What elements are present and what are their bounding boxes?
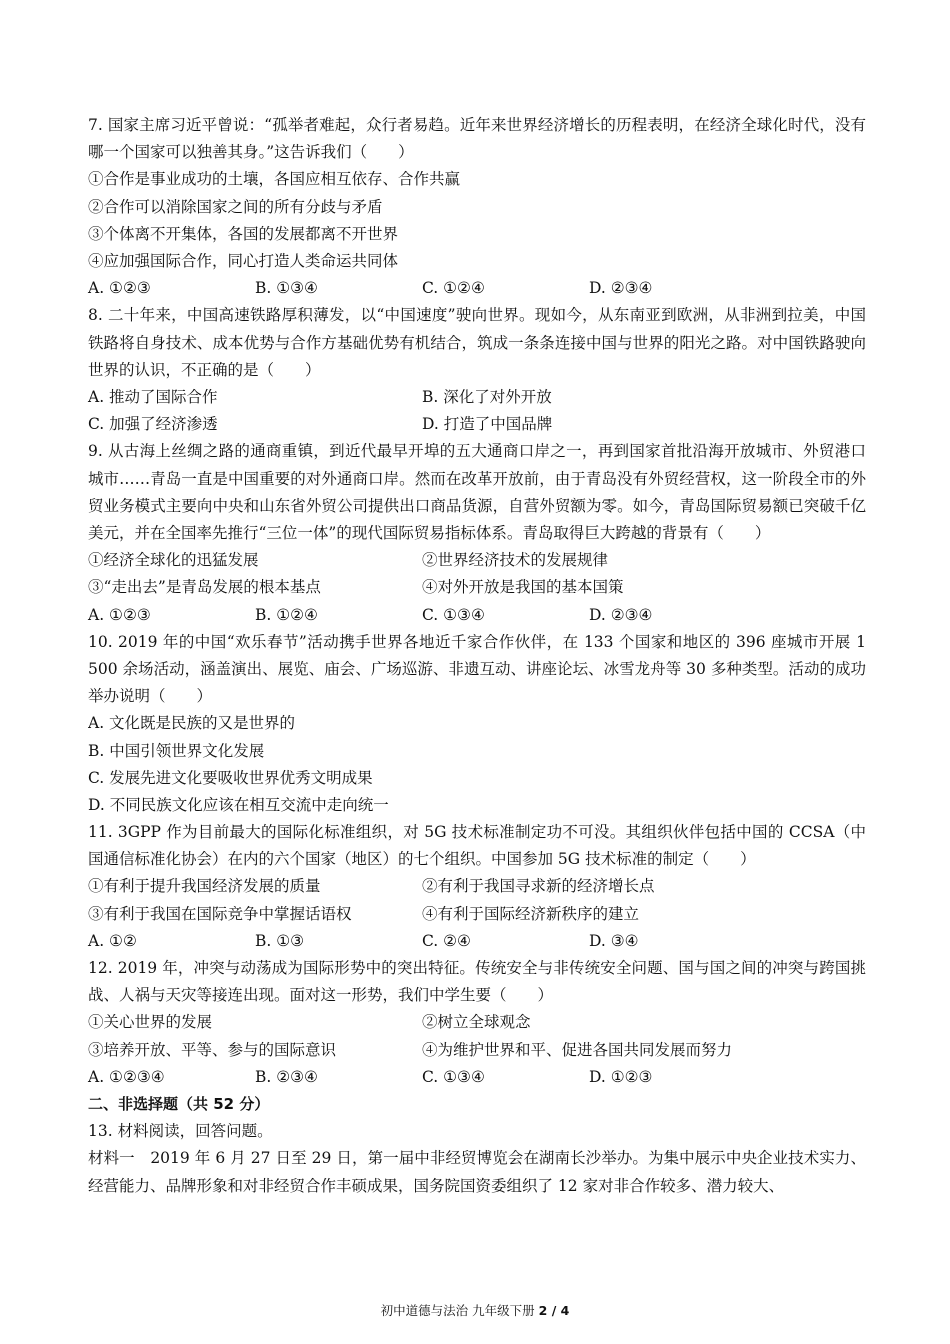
q9-option-c: C. ①③④ <box>422 605 485 624</box>
q10-option-d: D. 不同民族文化应该在相互交流中走向统一 <box>88 795 389 814</box>
q12-statement-2: ②树立全球观念 <box>422 1013 531 1032</box>
q10-option-c: C. 发展先进文化要吸收世界优秀文明成果 <box>88 768 373 787</box>
q11-statements-row-2 <box>88 901 866 928</box>
footer-label: 初中道德与法治 九年级下册 <box>380 1303 535 1318</box>
q7-statement-3: ③个体离不开集体，各国的发展都离不开世界 <box>88 224 399 243</box>
section-heading: 二、非选择题（共 52 分） <box>88 1095 270 1113</box>
q7-statement-4: ④应加强国际合作，同心打造人类命运共同体 <box>88 251 399 270</box>
q11-option-b: B. ①③ <box>255 931 305 950</box>
q11-stem: 11. 3GPP 作为目前最大的国际化标准组织，对 5G 技术标准制定功不可没。其组织伙伴包括中国的 CCSA（中国通信标准化协会）在内的六个国家（地区）的七个组织。中国参加 5G 技术标准的制定（ ） <box>88 823 866 869</box>
q7-option-a: A. ①②③ <box>88 279 151 298</box>
q11-statement-3: ③有利于我国在国际竞争中掌握话语权 <box>88 904 352 923</box>
page-footer <box>0 1302 950 1320</box>
q11-statements-row-1 <box>88 873 866 900</box>
q7-option-c: C. ①②④ <box>422 279 485 298</box>
q7-options <box>88 275 866 302</box>
q12-statements-row-1 <box>88 1009 866 1036</box>
q7-statement-2: ②合作可以消除国家之间的所有分歧与矛盾 <box>88 197 383 216</box>
q12-options <box>88 1064 866 1091</box>
q9-option-d: D. ②③④ <box>589 605 653 624</box>
q8-option-b: B. 深化了对外开放 <box>422 387 552 406</box>
q11-statement-2: ②有利于我国寻求新的经济增长点 <box>422 877 655 896</box>
q10-option-b: B. 中国引领世界文化发展 <box>88 741 265 760</box>
q11-option-c: C. ②④ <box>422 931 471 950</box>
q8-stem: 8. 二十年来，中国高速铁路厚积薄发，以“中国速度”驶向世界。现如今，从东南亚到欧洲，从非洲到拉美，中国铁路将自身技术、成本优势与合作方基础优势有机结合，筑成一条条连接中国与世界的阳光之路。对中国铁路驶向世界的认识，不正确的是（ ） <box>88 306 866 379</box>
q8-option-c: C. 加强了经济渗透 <box>88 415 218 434</box>
q12-option-b: B. ②③④ <box>255 1067 318 1086</box>
q12-option-c: C. ①③④ <box>422 1067 485 1086</box>
q7-option-b: B. ①③④ <box>255 279 318 298</box>
q7-stem: 7. 国家主席习近平曾说：“孤举者难起，众行者易趋。近年来世界经济增长的历程表明，在经济全球化时代，没有哪一个国家可以独善其身。”这告诉我们（ ） <box>88 116 866 162</box>
q8-options-row-2 <box>88 411 866 438</box>
q12-stem: 12. 2019 年，冲突与动荡成为国际形势中的突出特征。传统安全与非传统安全问题、国与国之间的冲突与跨国挑战、人祸与天灾等接连出现。面对这一形势，我们中学生要（ ） <box>88 959 866 1005</box>
q9-statements-row-1 <box>88 547 866 574</box>
q13-stem: 13. 材料阅读，回答问题。 <box>88 1122 273 1141</box>
q9-statement-4: ④对外开放是我国的基本国策 <box>422 578 624 597</box>
q11-statement-4: ④有利于国际经济新秩序的建立 <box>422 904 640 923</box>
q7-option-d: D. ②③④ <box>589 279 653 298</box>
q12-statements-row-2 <box>88 1037 866 1064</box>
q12-option-a: A. ①②③④ <box>88 1067 165 1086</box>
q13-material-1: 材料一 2019 年 6 月 27 日至 29 日，第一届中非经贸博览会在湖南长沙举办。为集中展示中央企业技术实力、经营能力、品牌形象和对非经贸合作丰硕成果，国务院国资委组织了 12 家对非合作较多、潜力较大、 <box>88 1149 866 1195</box>
q9-statement-3: ③“走出去”是青岛发展的根本基点 <box>88 578 321 597</box>
q9-statement-2: ②世界经济技术的发展规律 <box>422 551 609 570</box>
q8-options-row-1 <box>88 384 866 411</box>
q9-stem: 9. 从古海上丝绸之路的通商重镇，到近代最早开埠的五大通商口岸之一，再到国家首批沿海开放城市、外贸港口城市……青岛一直是中国重要的对外通商口岸。然而在改革开放前，由于青岛没有外贸经营权，这一阶段全市的外贸业务模式主要向中央和山东省外贸公司提供出口商品货源，自营外贸额为零。如今，青岛国际贸易额已突破千亿美元，并在全国率先推行“三位一体”的现代国际贸易指标体系。青岛取得巨大跨越的背景有（ ） <box>88 442 866 542</box>
q11-options <box>88 928 866 955</box>
q12-statement-1: ①关心世界的发展 <box>88 1013 213 1032</box>
q9-option-b: B. ①②④ <box>255 605 318 624</box>
q9-statement-1: ①经济全球化的迅猛发展 <box>88 551 259 570</box>
q9-options <box>88 602 866 629</box>
page-number: 2 / 4 <box>538 1303 570 1318</box>
q11-statement-1: ①有利于提升我国经济发展的质量 <box>88 877 321 896</box>
q9-option-a: A. ①②③ <box>88 605 151 624</box>
q11-option-a: A. ①② <box>88 931 137 950</box>
q12-statement-3: ③培养开放、平等、参与的国际意识 <box>88 1040 337 1059</box>
q8-option-d: D. 打造了中国品牌 <box>422 415 553 434</box>
q9-statements-row-2 <box>88 574 866 601</box>
q12-option-d: D. ①②③ <box>589 1067 653 1086</box>
q8-option-a: A. 推动了国际合作 <box>88 387 218 406</box>
q10-stem: 10. 2019 年的中国“欢乐春节”活动携手世界各地近千家合作伙伴，在 133 个国家和地区的 396 座城市开展 1 500 余场活动，涵盖演出、展览、庙会、广场巡游、非遗互动、讲座论坛、冰雪龙舟等 30 多种类型。活动的成功举办说明（ ） <box>88 632 866 706</box>
q11-option-d: D. ③④ <box>589 931 639 950</box>
exam-page <box>88 112 866 1200</box>
q10-option-a: A. 文化既是民族的又是世界的 <box>88 714 296 733</box>
q7-statement-1: ①合作是事业成功的土壤，各国应相互依存、合作共赢 <box>88 170 461 189</box>
q12-statement-4: ④为维护世界和平、促进各国共同发展而努力 <box>422 1040 733 1059</box>
